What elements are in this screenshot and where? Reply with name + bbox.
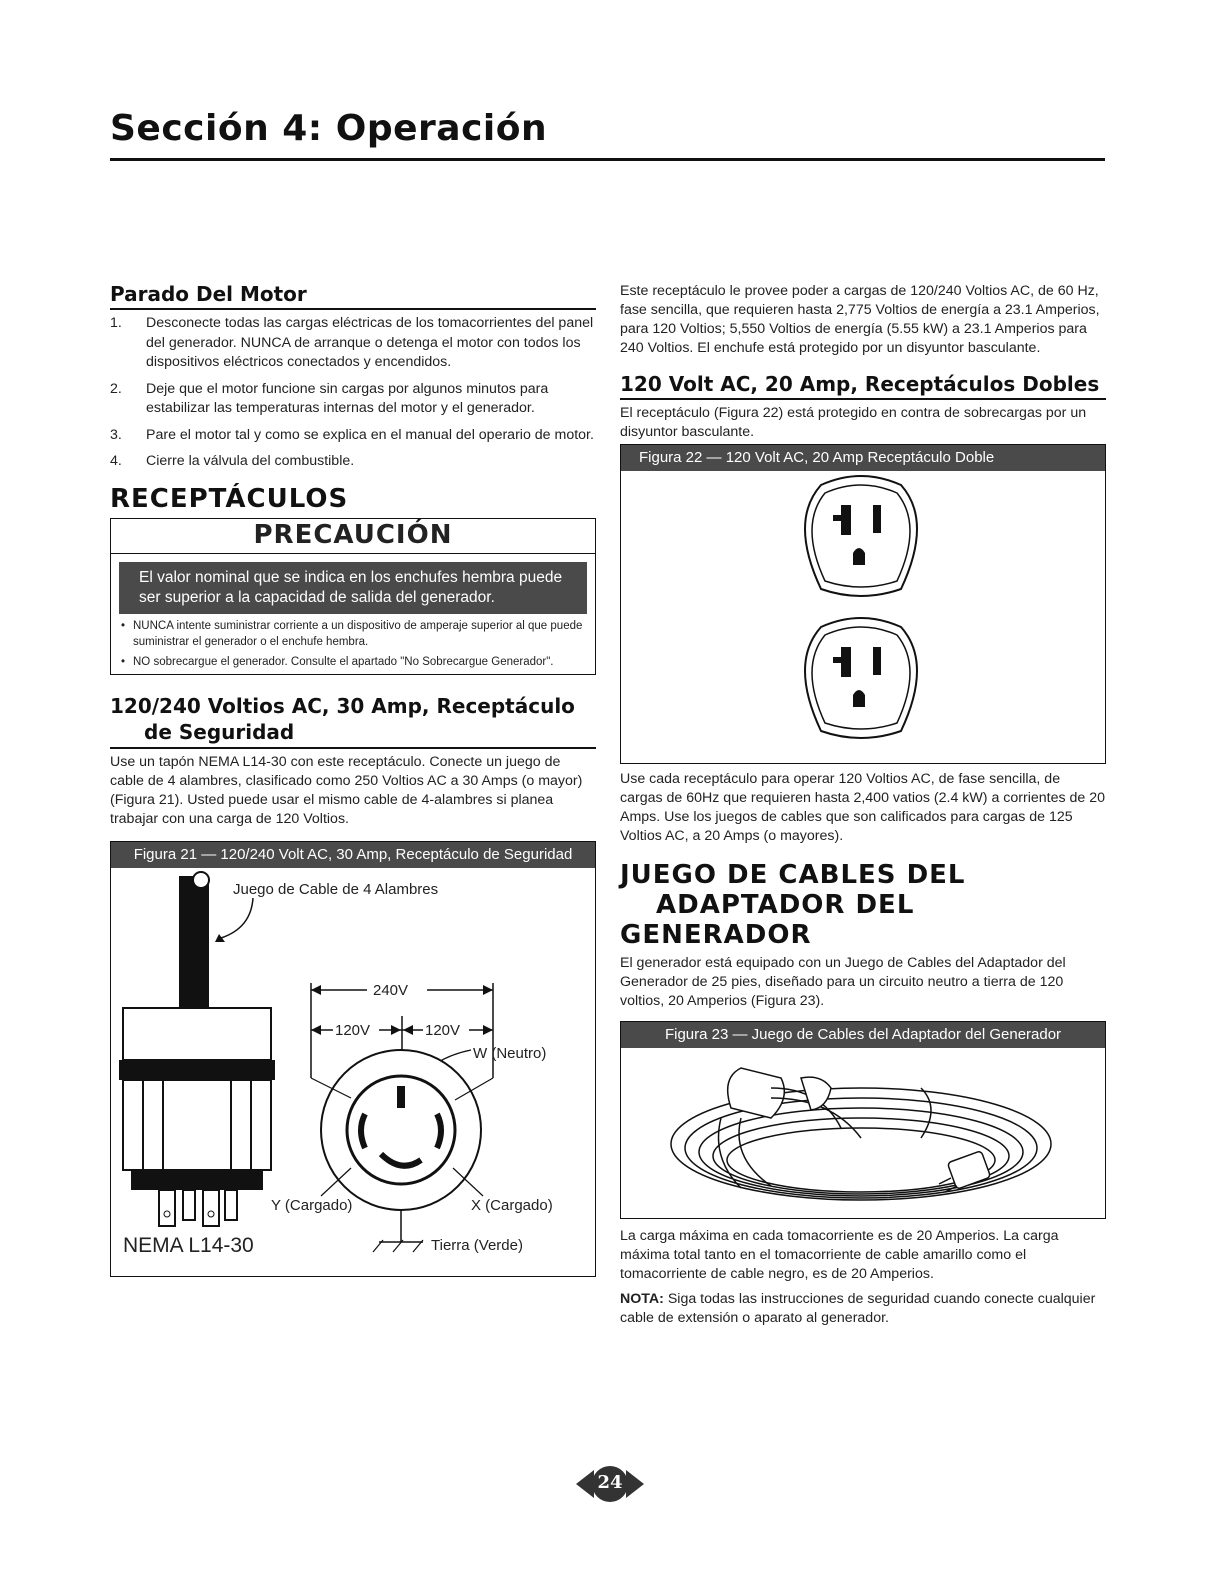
note [620,1290,1106,1328]
safety-receptacle-body: Use un tapón NEMA L14-30 con este receptáculo. Conecte un juego de cable de 4 alambres, clasificado como 250 Voltios AC a 30 Amps (o mayor) (Figura 21). Usted puede usar el mismo cable de 4-alambres si planea trabajar con una carga de 120 Voltios. [110,753,583,827]
duplex-usage: Use cada receptáculo para operar 120 Voltios AC, de fase sencilla, de cargas de 60Hz que requieren hasta 2,400 vatios (2.4 kW) a corrientes de 20 Amps. Use los juegos de cables que son calificados para cargas de 125 Voltios AC, a 20 Amps (o mayores). [620,771,1106,844]
cable-icon [179,876,209,1016]
list-item: • NO sobrecargue el generador. Consulte el apartado "No Sobrecargue Generador". [119,654,587,670]
right-column [620,282,1106,1328]
caution-title: PRECAUCIÓN [111,519,595,554]
figure-23 [620,1021,1106,1219]
v240-label: 240V [373,981,409,999]
note-label: NOTA: [620,1291,664,1307]
ground-label: Tierra (Verde) [431,1236,523,1254]
list-item: 3. Pare el motor tal y como se explica en el manual del operario de motor. [110,426,594,443]
max-load-text: La carga máxima en cada tomacorriente es de 20 Amperios. La carga máxima total tanto en el tomacorriente de cable amarillo como el tomacorriente de cable negro, es de 20 Amperios. [620,1228,1059,1282]
stop-engine-steps [110,314,596,472]
list-item: 1. Desconecte todas las cargas eléctricas de los tomacorrientes del panel del generador. NUNCA de arranque o detenga el motor con todos los dispositivos eléctricos conectados y encendidos. [110,315,594,370]
plug-icon [119,1008,275,1226]
caution-bullets [111,618,595,670]
receptacles-heading: RECEPTÁCULOS [110,483,349,514]
x-terminal-label: X (Cargado) [471,1196,553,1214]
note-text: Siga todas las instrucciones de seguridad cuando conecte cualquier cable de extensión o aparato al generador. [620,1291,1096,1326]
duplex-receptacle-icon [621,471,1105,761]
page-title: Sección 4: Operación [110,108,548,149]
adapter-heading: JUEGO DE CABLES DEL ADAPTADOR DEL GENERADOR [620,860,966,950]
duplex-body: El receptáculo (Figura 22) está protegido en contra de sobrecargas por un disyuntor basculante. [620,405,1087,440]
figure-22-caption: Figura 22 — 120 Volt AC, 20 Amp Receptáculo Doble [621,445,1105,471]
list-item: 2. Deje que el motor funcione sin cargas por algunos minutos para estabilizar las temperaturas internas del motor y el generador. [110,380,549,416]
figure-21-diagram [111,868,595,1260]
duplex-heading: 120 Volt AC, 20 Amp, Receptáculos Dobles [620,372,1106,400]
figure-21 [110,841,596,1277]
stop-engine-heading: Parado Del Motor [110,282,596,310]
list-item: 4. Cierre la válvula del combustible. [110,453,355,469]
nema-label: NEMA L14-30 [123,1233,254,1257]
v120-left-label: 120V [335,1021,371,1039]
receptacle-intro: Este receptáculo le provee poder a cargas de 120/240 Voltios AC, de 60 Hz, fase sencilla, que requieren hasta 2,775 Voltios de energía a 23.1 Amperios, para 120 Voltios; 5,550 Voltios de energía (5.55 kW) a 23.1 Amperios para 240 Voltios. El enchufe está protegido por un disyuntor basculante. [620,283,1100,356]
page-number-badge [570,1460,650,1508]
page-number: 24 [597,1472,623,1493]
neutral-label: W (Neutro) [473,1044,547,1062]
left-column [110,282,596,1277]
caution-band: El valor nominal que se indica en los enchufes hembra puede ser superior a la capacidad de salida del generador. [119,562,587,614]
figure-23-caption: Figura 23 — Juego de Cables del Adaptador del Generador [621,1022,1105,1048]
safety-receptacle-heading: 120/240 Voltios AC, 30 Amp, Receptáculo de Seguridad [110,693,596,749]
title-divider [110,158,1105,161]
cable-label: Juego de Cable de 4 Alambres [233,880,439,898]
v120-right-label: 120V [425,1021,461,1039]
y-terminal-label: Y (Cargado) [271,1196,353,1214]
list-item: • NUNCA intente suministrar corriente a un dispositivo de amperaje superior al que puede suministrar el generador o el enchufe hembra. [119,618,587,650]
figure-22 [620,444,1106,764]
twist-lock-receptacle-icon [321,1050,481,1210]
caution-box [110,518,596,675]
adapter-body: El generador está equipado con un Juego de Cables del Adaptador del Generador de 25 pies, diseñado para un circuito neutro a tierra de 120 voltios, 20 Amperios (Figura 23). [620,955,1066,1009]
figure-21-caption: Figura 21 — 120/240 Volt AC, 30 Amp, Receptáculo de Seguridad [111,842,595,868]
adapter-cord-icon [621,1048,1105,1218]
